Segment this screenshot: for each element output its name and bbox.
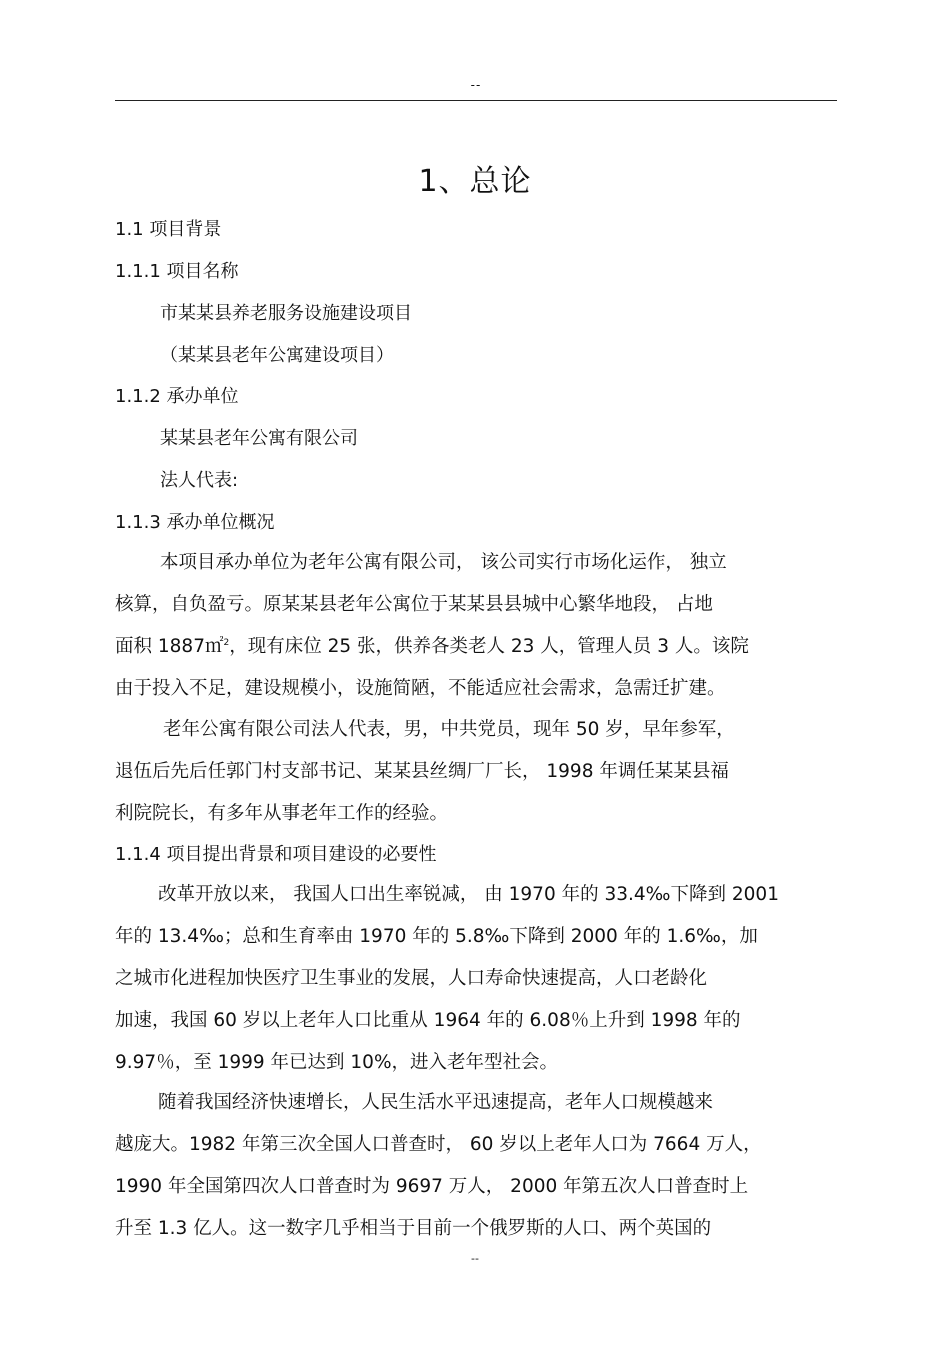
superscript: 2 bbox=[223, 637, 230, 648]
paragraph-line: 退伍后先后任郭门村支部书记、某某县丝绸厂厂长， 1998 年调任某某县福 bbox=[115, 761, 729, 782]
header-mark: -- bbox=[470, 78, 482, 92]
paragraph-line: 之城市化进程加快医疗卫生事业的发展，人口寿命快速提高，人口老龄化 bbox=[115, 968, 708, 989]
section-1-1-1-heading: 1.1.1 项目名称 bbox=[115, 261, 239, 282]
paragraph-line: 由于投入不足，建设规模小，设施简陋，不能适应社会需求，急需迁扩建。 bbox=[115, 678, 726, 699]
section-1-1-2-heading: 1.1.2 承办单位 bbox=[115, 386, 239, 407]
paragraph-line: 随着我国经济快速增长，人民生活水平迅速提高，老年人口规模越来 bbox=[158, 1092, 714, 1113]
paragraph-line: 老年公寓有限公司法人代表，男，中共党员，现年 50 岁，早年参军， bbox=[163, 719, 735, 740]
paragraph-line: 利院院长，有多年从事老年工作的经验。 bbox=[115, 803, 449, 824]
footer-mark: -- bbox=[471, 1252, 479, 1265]
section-1-1-3-heading: 1.1.3 承办单位概况 bbox=[115, 512, 275, 533]
section-1-1-heading: 1.1 项目背景 bbox=[115, 219, 222, 240]
project-name: 市某某县养老服务设施建设项目 bbox=[160, 303, 412, 324]
paragraph-line: 9.97％，至 1999 年已达到 10%，进入老年型社会。 bbox=[115, 1052, 559, 1073]
paragraph-line: 核算，自负盈亏。原某某县老年公寓位于某某县县城中心繁华地段， 占地 bbox=[115, 594, 713, 615]
paragraph-line: 本项目承办单位为老年公寓有限公司， 该公司实行市场化运作， 独立 bbox=[160, 552, 727, 573]
project-alias: （某某县老年公寓建设项目） bbox=[160, 345, 394, 366]
org-name: 某某县老年公寓有限公司 bbox=[160, 428, 358, 449]
paragraph-line bbox=[115, 632, 749, 658]
paragraph-line: 年的 13.4‰；总和生育率由 1970 年的 5.8‰下降到 2000 年的 1.6‰，加 bbox=[115, 926, 758, 947]
legal-representative: 法人代表: bbox=[160, 470, 239, 491]
paragraph-line: 升至 1.3 亿人。这一数字几乎相当于目前一个俄罗斯的人口、两个英国的 bbox=[115, 1218, 712, 1239]
area-text: 面积 1887㎡ bbox=[115, 636, 224, 657]
paragraph-line: 越庞大。1982 年第三次全国人口普查时， 60 岁以上老年人口为 7664 万人， bbox=[115, 1134, 762, 1155]
paragraph-line: 1990 年全国第四次人口普查时为 9697 万人， 2000 年第五次人口普查时上 bbox=[115, 1176, 749, 1197]
section-1-1-4-heading: 1.1.4 项目提出背景和项目建设的必要性 bbox=[115, 844, 437, 865]
page-title: 1、总论 bbox=[418, 164, 532, 199]
page-header bbox=[115, 78, 837, 101]
paragraph-line: 加速，我国 60 岁以上老年人口比重从 1964 年的 6.08％上升到 1998 年的 bbox=[115, 1010, 741, 1031]
paragraph-line: 改革开放以来， 我国人口出生率锐减， 由 1970 年的 33.4‰下降到 2001 bbox=[158, 884, 779, 905]
area-text-rest: ，现有床位 25 张，供养各类老人 23 人，管理人员 3 人。该院 bbox=[229, 636, 749, 657]
